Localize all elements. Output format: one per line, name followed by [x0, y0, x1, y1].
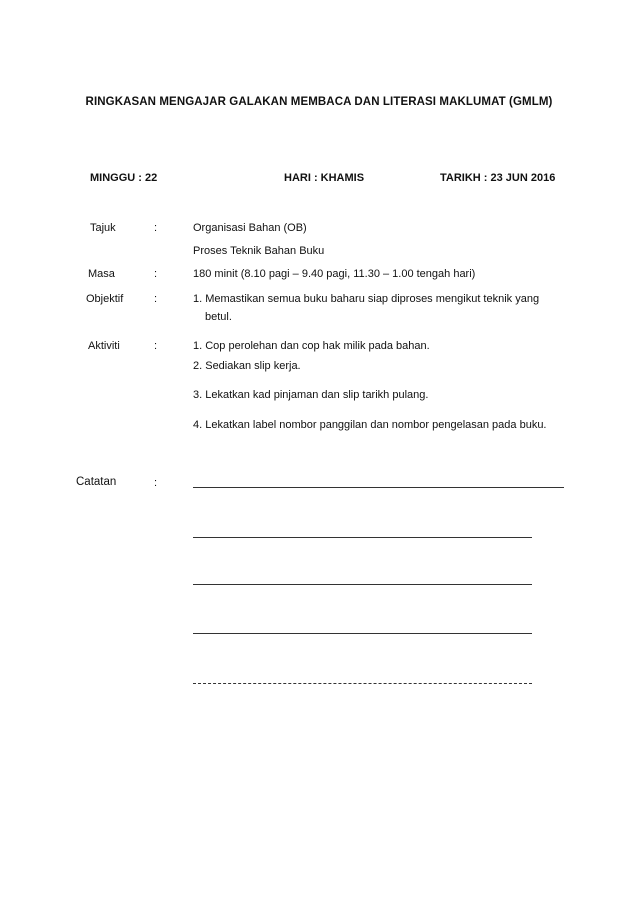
catatan-colon: : — [154, 477, 158, 489]
tajuk-value-line-1: Organisasi Bahan (OB) — [193, 222, 307, 234]
objektif-colon: : — [154, 293, 158, 305]
week-label: MINGGU : 22 — [90, 172, 158, 184]
objektif-value-line-1: 1. Memastikan semua buku baharu siap diproses mengikut teknik yang — [193, 293, 540, 305]
catatan-label: Catatan — [76, 476, 117, 488]
aktiviti-label: Aktiviti — [88, 340, 120, 352]
aktiviti-colon: : — [154, 340, 158, 352]
tajuk-colon: : — [154, 222, 158, 234]
aktiviti-item-1: 1. Cop perolehan dan cop hak milik pada bahan. — [193, 340, 430, 352]
note-line-4[interactable] — [193, 633, 532, 634]
tajuk-label: Tajuk — [90, 222, 116, 234]
masa-colon: : — [154, 268, 158, 280]
document-title: RINGKASAN MENGAJAR GALAKAN MEMBACA DAN LITERASI MAKLUMAT (GMLM) — [85, 96, 553, 108]
objektif-label: Objektif — [86, 293, 124, 305]
aktiviti-item-4: 4. Lekatkan label nombor panggilan dan nombor pengelasan pada buku. — [193, 419, 547, 431]
note-line-5[interactable] — [193, 683, 532, 684]
day-label: HARI : KHAMIS — [284, 172, 365, 184]
masa-label: Masa — [88, 268, 115, 280]
date-label: TARIKH : 23 JUN 2016 — [440, 172, 556, 184]
masa-value: 180 minit (8.10 pagi – 9.40 pagi, 11.30 – 1.00 tengah hari) — [193, 268, 476, 280]
note-line-3[interactable] — [193, 584, 532, 585]
tajuk-value-line-2: Proses Teknik Bahan Buku — [193, 245, 325, 257]
aktiviti-item-3: 3. Lekatkan kad pinjaman dan slip tarikh pulang. — [193, 389, 429, 401]
aktiviti-item-2: 2. Sediakan slip kerja. — [193, 360, 301, 372]
note-line-2[interactable] — [193, 537, 532, 538]
note-line-1[interactable] — [193, 487, 564, 488]
objektif-value-line-2: betul. — [205, 311, 232, 323]
